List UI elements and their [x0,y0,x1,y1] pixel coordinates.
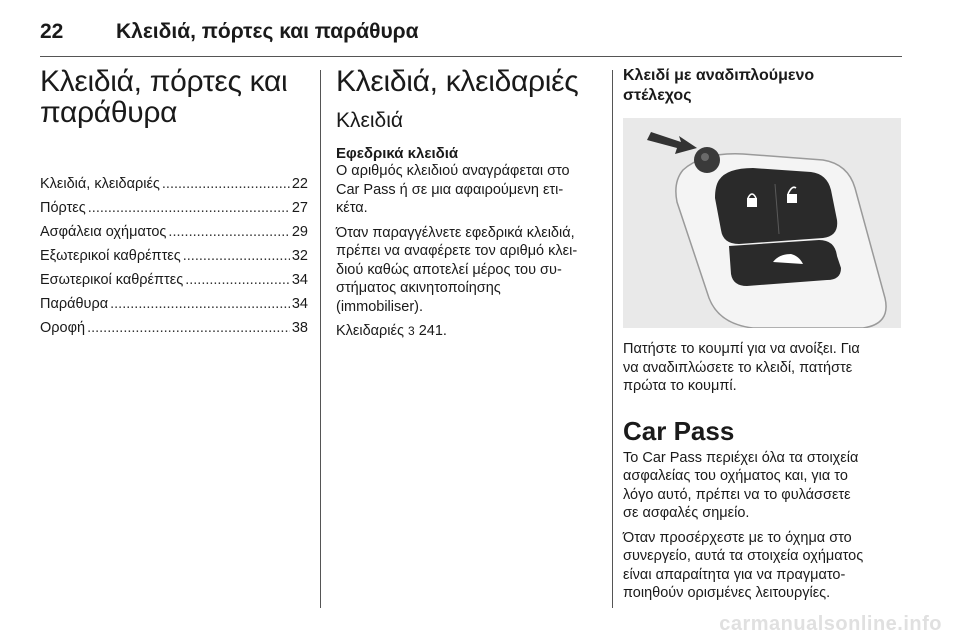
car-pass-heading: Car Pass [623,415,735,446]
spare-keys-paragraph-1: Ο αριθμός κλειδιού αναγράφεται στο Car Pass ή σε μια αφαιρούμενη ετι- κέτα. [336,163,570,216]
toc-leader-dots [183,248,290,264]
page-header [40,16,920,56]
column-divider-2 [612,70,613,608]
toc-entry-label: Εξωτερικοί καθρέπτες [40,248,181,264]
flip-key-illustration [623,118,901,328]
toc-entry-label: Εσωτερικοί καθρέπτες [40,272,184,288]
toc-leader-dots [168,224,289,240]
column-divider-1 [320,70,321,608]
car-key-icon [623,118,901,328]
toc-entry-label: Πόρτες [40,200,86,216]
toc-entry[interactable] [40,296,308,320]
toc-entry-label: Ασφάλεια οχήματος [40,224,167,240]
toc-entry-page: 22 [291,176,308,192]
table-of-contents [40,176,308,344]
toc-entry-page: 32 [291,248,308,264]
flip-key-heading: Κλειδί με αναδιπλούμενο στέλεχος [623,67,815,104]
watermark: carmanualsonline.info [719,613,942,635]
locks-reference: Κλειδαριές 3 241. [336,323,447,339]
spare-keys-heading: Εφεδρικά κλειδιά [336,145,459,162]
toc-leader-dots [88,200,290,216]
toc-entry[interactable] [40,248,308,272]
header-rule [40,56,902,57]
toc-entry-page: 34 [291,272,308,288]
toc-entry-page: 38 [291,320,308,336]
toc-entry-label: Κλειδιά, κλειδαριές [40,176,160,192]
toc-entry[interactable] [40,272,308,296]
toc-entry[interactable] [40,320,308,344]
toc-entry-label: Παράθυρα [40,296,109,312]
toc-entry-page: 34 [291,296,308,312]
spare-keys-paragraph-2: Όταν παραγγέλνετε εφεδρικά κλειδιά, πρέπει να αναφέρετε τον αριθμό κλει- διού καθώς αποτελεί μέρος του συ- στήματος ακινητοποίησης (immobiliser). [336,224,578,315]
toc-entry-page: 27 [291,200,308,216]
car-pass-paragraph-2: Όταν προσέρχεστε με το όχημα στο συνεργείο, αυτά τα στοιχεία οχήματος είναι απαραίτητα για να πραγματο- ποιηθούν ορισμένες λειτουργίες. [623,529,864,601]
toc-entry[interactable] [40,176,308,200]
subsection-title: Κλειδιά [336,109,404,132]
keys-locks-column [336,66,606,341]
toc-leader-dots [87,320,290,336]
running-title: Κλειδιά, πόρτες και παράθυρα [116,20,419,43]
toc-entry[interactable] [40,224,308,248]
toc-leader-dots [185,272,290,288]
flip-key-column [623,66,913,603]
toc-leader-dots [162,176,290,192]
car-pass-paragraph-1: Το Car Pass περιέχει όλα τα στοιχεία ασφαλείας του οχήματος και, για το λόγο αυτό, πρέπει να το φυλάσσετε σε ασφαλές σημείο. [623,449,859,521]
chapter-column [40,66,308,344]
section-title: Κλειδιά, κλειδαριές [336,65,579,98]
toc-entry-label: Οροφή [40,320,86,336]
toc-entry[interactable] [40,200,308,224]
reference-arrow-icon: 3 [408,324,415,338]
toc-leader-dots [110,296,290,312]
toc-entry-page: 29 [291,224,308,240]
page-number: 22 [40,20,64,43]
chapter-title: Κλειδιά, πόρτες και παράθυρα [40,65,288,129]
flip-key-caption: Πατήστε το κουμπί για να ανοίξει. Για να αναδιπλώσετε το κλειδί, πατήστε πρώτα το κουμπί. [623,341,860,394]
